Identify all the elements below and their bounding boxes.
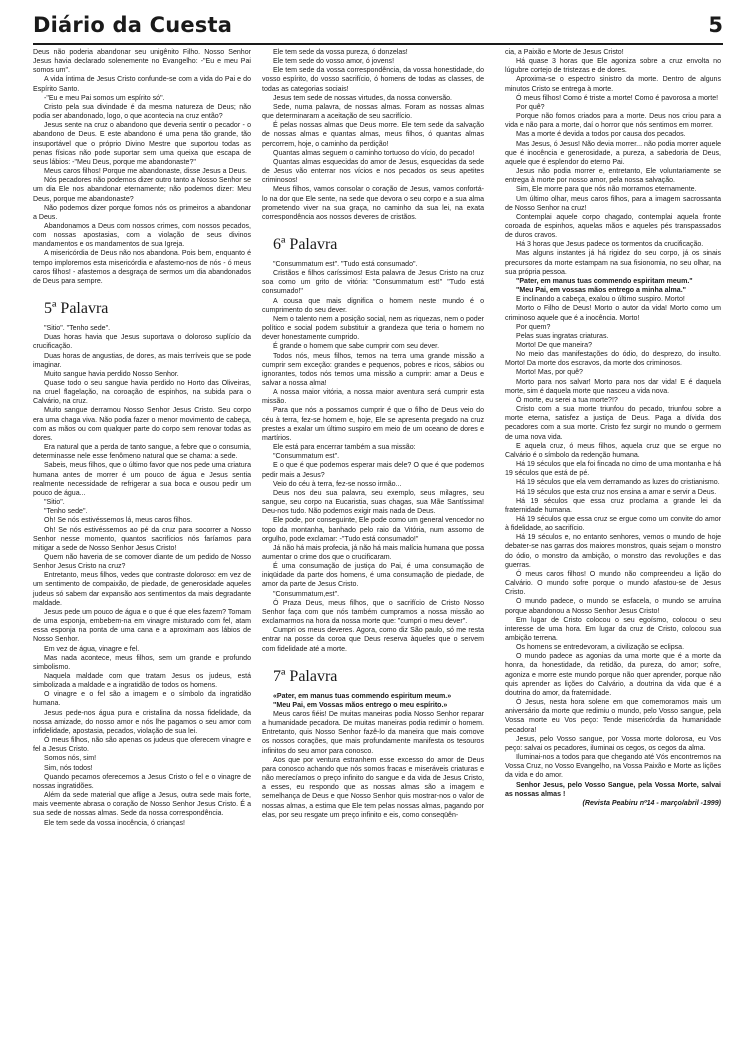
quote: "Sitio". — [44, 499, 65, 507]
page-header — [33, 12, 723, 42]
paragraph: Abandonamos a Deus com nossos crimes, com nossos pecados, com nossas apostasias, com a violação de seus divinos mandamentos e os mandamentos de sua Igreja. — [33, 222, 251, 249]
paragraph: Há 19 séculos que ela foi fincada no cimo de uma montanha e há 19 séculos que está de pé. — [505, 461, 721, 478]
paragraph: Oh! Se nós estivéssemos ao pé da cruz para socorrer a Nosso Senhor nesse momento, quantos sacrifícios nós faríamos para mitigar a sede de Nosso Senhor Jesus Cristo! — [33, 526, 251, 552]
paragraph: Veio do céu à terra, fez-se nosso irmão... — [273, 480, 402, 488]
paragraph: Deus não poderia abandonar seu unigênito Filho. Nosso Senhor Jesus havia declarado solenemente no Evangelho: -"Eu e meu Pai somos um". — [33, 49, 251, 75]
page-number: 5 — [708, 13, 723, 37]
paragraph: Mas a morte é devida a todos por causa dos pecados. — [516, 131, 686, 139]
paragraph: Cristo pela sua divindade é da mesma natureza de Deus; não podia ser abandonado, logo, o que acontecia na cruz então? — [33, 103, 251, 121]
section-heading: 6ª Palavra — [273, 235, 338, 253]
paragraph: Em vez de água, vinagre e fel. — [44, 645, 140, 653]
paragraph: A vida íntima de Jesus Cristo confunde-se com a vida do Pai e do Espírito Santo. — [33, 76, 251, 93]
paragraph: Ele tem sede da vossa inocência, ó crianças! — [44, 819, 186, 827]
paragraph: Muito sangue havia perdido Nosso Senhor. — [44, 370, 179, 378]
text-column-2 — [262, 48, 484, 820]
paragraph: Para que nós a possamos cumprir é que o filho de Deus veio do céu à terra, fez-se homem e, hoje, Ele se apresenta pregado na cruz prestes a exalar um último suspiro em meio de um oceano de dores e martírios. — [262, 407, 484, 442]
paragraph: E aquela cruz, ó meus filhos, aquela cruz que se ergue no Calvário é o símbolo da redenção humana. — [505, 442, 721, 459]
paragraph: Era natural que a perda de tanto sangue, a febre que o consumia, determinasse nele esse fenômeno natural que se chama: a sede. — [33, 444, 251, 461]
text-column-1 — [33, 48, 251, 828]
paragraph: Iluminai-nos a todos para que chegando até Vós encontremos na Vossa Cruz, no Vosso Evangelho, na Vossa Paixão e Morte as lições da vida e do amor. — [505, 754, 721, 780]
paragraph: Oh! Se nós estivéssemos lá, meus caros filhos. — [44, 517, 193, 525]
paragraph: Mas nada acontece, meus filhos, sem um grande e profundo simbolismo. — [33, 654, 251, 671]
quote: "Tenho sede". — [44, 508, 88, 516]
paragraph: Há 19 séculos que essa cruz proclama a grande lei da fraternidade humana. — [505, 497, 721, 514]
section-heading: 5ª Palavra — [44, 300, 109, 318]
paragraph: Duas horas de angustias, de dores, as mais terríveis que se pode imaginar. — [33, 352, 251, 369]
text-column-3 — [505, 48, 721, 808]
paragraph: Cristo com a sua morte triunfou do pecado, triunfou sobre a morte eterna, satisfez a justiça de Deus. Paga a dívida dos pecadores com a sua morte. Cristo fez surgir no mundo o germem de uma nova vida. — [505, 406, 721, 441]
paragraph: Ele pode, por conseguinte, Ele pode como um general vencedor no topo da montanha, banhado pelo raio da Vitória, num assomo de orgulho, pode exclamar: -"Tudo está consumado!" — [262, 517, 484, 543]
quote: "Consummatum est". — [273, 453, 340, 461]
paragraph: cia, a Paixão e Morte de Jesus Cristo! — [505, 49, 624, 56]
paragraph: Jesus, pelo Vosso sangue, por Vossa morte dolorosa, eu Vos peço: salvai os pecadores, iluminai os cegos, os cegos da alma. — [505, 735, 721, 752]
paragraph: Morto! De que maneira? — [516, 342, 592, 349]
paragraph: Os homens se entredevoram, a civilização se eclipsa. — [516, 644, 685, 652]
paragraph: Ele tem sede da vossa correspondência, da vossa honestidade, do vosso espírito, do vosso sacrifício, ó homens de todas as classes, de todas as categorias sociais! — [262, 67, 484, 93]
paragraph: É uma consumação de justiça do Pai, é uma consumação de iniqüidade da parte dos homens, é uma consumação de piedade, de amor da parte de Jesus Cristo. — [262, 563, 484, 589]
paragraph: A misericórdia de Deus não nos abandona. Pois bem, enquanto é tempo imploremos esta misericórdia e afastemo-nos de nós - ó meus caros filhos! - afastemos a desgraça de sermos um dia abandonados de Deus para sempre. — [33, 250, 251, 285]
paragraph: E inclinando a cabeça, exalou o último suspiro. Morto! — [516, 296, 685, 304]
paragraph: Ó morte, eu serei a tua morte?!? — [516, 396, 618, 404]
paragraph: Meus caros filhos! Porque me abandonaste, disse Jesus a Deus. — [44, 168, 247, 176]
paragraph: Contemplai aquele corpo chagado, contemplai aquela fronte coroada de espinhos, aquelas mãos e aqueles pés transpassados de duros cravos. — [505, 213, 721, 240]
paragraph: Mas alguns instantes já há rigidez do seu corpo, já os sinais precursores da morte estampam na sua fisionomia, no seu olhar, na sua própria pessoa. — [505, 250, 721, 276]
paragraph: Ele tem sede do vosso amor, ó jovens! — [273, 58, 395, 66]
paragraph: Há 19 séculos que essa cruz se ergue como um convite do amor à fidelidade, ao sacrifício. — [505, 515, 721, 533]
paragraph: Ele tem sede da vossa pureza, ó donzelas! — [273, 49, 408, 56]
paragraph: Porque não fomos criados para a morte. Deus nos criou para a vida e não para a morte, daí o horror que nós sentimos em morrer. — [505, 113, 721, 130]
paragraph: Sabeis, meus filhos, que o último favor que nos pede uma criatura humana antes de morrer é um pouco de água e Jesus sentia realmente necessidade de refrigerar a sua boca e ousou pedir um pouco de água... — [33, 462, 251, 497]
paragraph: Aos que por ventura estranhem esse excesso do amor de Deus para conosco achando que nós somos fracas e miseráveis criaturas e não merecíamos o preço infinito do sangue e da vida de Jesus Cristo, a esses, eu respondo que as nossas almas são a imagem e semelhança de Deus e que Nosso Senhor quis mostrar-nos o valor de nossas almas, a estima que Ele tem pelas nossas almas, pagando por elas, por seu resgate um preço infinito e eis, como conseqüên- — [262, 756, 484, 819]
paragraph: Mas Jesus, ó Jesus! Não devia morrer... não podia morrer aquele que é inocência e generosidade, a pureza, a sabedoria de Deus, aquele que é esplendor do eterno Pai. — [505, 140, 721, 166]
paragraph: Cumpri os meus deveres. Agora, como diz São paulo, só me resta entrar na posse da coroa que Deus reserva àqueles que o servem com fidelidade até a morte. — [262, 627, 484, 653]
paragraph: Ó meus filhos, não são apenas os judeus que oferecem vinagre e fel a Jesus Cristo. — [33, 737, 251, 754]
paragraph: Jesus pede-nos água pura e cristalina da nossa fidelidade, da nossa amizade, do nosso amor e nós lhe pagamos o seu amor com infidelidade, apostasia, pecados, violação de sua lei. — [33, 709, 251, 735]
paragraph: É pelas nossas almas que Deus morre. Ele tem sede da salvação de nossas almas e quantas almas, meus filhos, ó quantas almas percorrem, hoje, o caminho da perdição! — [262, 122, 484, 148]
paragraph: Há 3 horas que Jesus padece os tormentos da crucificação. — [516, 241, 704, 249]
paragraph: Meus caros fiéis! De muitas maneiras podia Nosso Senhor reparar a humanidade pecadora. De muitas maneiras podia redimir o homem. Entretanto, quis Nosso Senhor fazê-lo da maneira que mais comove os nossos corações, que mais profundamente manifesta os tesouros infinitos do seu amor para conosco. — [262, 711, 484, 755]
paragraph: Aproxima-se o espectro sinistro da morte. Dentro de alguns minutos Cristo se entrega à morte. — [505, 76, 721, 93]
paragraph: Quantas almas esquecidas do amor de Jesus, esquecidas da sede de Jesus vão enterrar nos vícios e nos pecados os seus apetites criminosos! — [262, 158, 484, 185]
paragraph: Ele está para encerrar também a sua missão: — [273, 444, 416, 452]
paragraph: Sede, numa palavra, de nossas almas. Foram as nossas almas que determinaram a aceitação de seu sacrifício. — [262, 103, 484, 121]
quote: "Sitio". "Tenho sede". — [44, 325, 111, 333]
paragraph: Além da sede material que aflige a Jesus, outra sede mais forte, mais veemente abrasa o coração de Nosso Senhor Jesus Cristo. É a sua sede de nossas almas. Sede da nossa correspondência. — [33, 792, 251, 818]
paragraph: Em lugar de Cristo colocou o seu egoísmo, colocou o seu interesse de uma hora. Em lugar da cruz de Cristo, colocou sua ambição terrena. — [505, 616, 721, 642]
quote: -"Eu e meu Pai somos um espírito só". — [44, 94, 165, 102]
paragraph: Todos nós, meus filhos, temos na terra uma grande missão a cumprir sem exceção: grandes e pequenos, pobres e ricos, sábios ou ignorantes, todos nós temos uma missão a cumprir: amar a Deus e salvar a nossa alma! — [262, 352, 484, 387]
quote: «Pater, em manus tuas commendo espiritum meum.» — [273, 692, 452, 700]
paragraph: Morto para nos salvar! Morto para nos dar vida! E é daquela morte, sim é daquela morte que nasceu a vida nova. — [505, 378, 721, 395]
newspaper-title: Diário da Cuesta — [33, 13, 233, 37]
paragraph: Jesus não podia morrer e, entretanto, Ele voluntariamente se entrega à morte por nosso amor, pela nossa salvação. — [505, 168, 721, 185]
paragraph: Há 19 séculos que esta cruz nos ensina a amar e servir a Deus. — [516, 488, 717, 496]
paragraph: Há quase 3 horas que Ele agoniza sobre a cruz envolta no lúgubre cortejo de tristezas e de dores. — [505, 58, 721, 75]
header-divider — [33, 43, 723, 45]
paragraph: O mundo padece, o mundo se esfacela, o mundo se arruína porque abandonou a Nosso Senhor Jesus Cristo! — [505, 598, 721, 615]
paragraph: Quase todo o seu sangue havia perdido no Horto das Oliveiras, na cruel flagelação, na coroação de espinhos, na subida para o Calvário, na cruz. — [33, 380, 251, 406]
quote: "Consummatum est". "Tudo está consumado". — [273, 260, 418, 268]
paragraph: Jesus pede um pouco de água e o que é que eles fazem? Tomam de uma esponja, embebem-na em vinagre misturado com fel, atam essa esponja na ponta de uma cana e a aproximam aos lábios de Nosso Senhor. — [33, 608, 251, 644]
paragraph: Nós pecadores não podemos dizer outro tanto a Nosso Senhor se um dia Ele nos abandonar eternamente; não podemos dizer: Meu Deus, porque me abandonaste? — [33, 177, 251, 203]
paragraph: Duas horas havia que Jesus suportava o doloroso suplício da crucificação. — [33, 334, 251, 351]
quote: "Meu Pai, em vossas mãos entrego a minha alma." — [516, 287, 686, 295]
paragraph: Não podemos dizer porque fomos nós os primeiros a abandonar a Deus. — [33, 204, 251, 221]
quote: "Pater, em manus tuas commendo espiritam meum." — [516, 277, 693, 285]
paragraph: Jesus tem sede de nossas virtudes, da nossa conversão. — [273, 94, 453, 102]
paragraph: Sim, Ele morre para que nós não morramos eternamente. — [516, 186, 697, 194]
paragraph: Somos nós, sim! — [44, 755, 97, 763]
paragraph: Quem não haveria de se comover diante de um pedido de Nosso Senhor Jesus Cristo na cruz? — [33, 553, 251, 571]
paragraph: Por quê? — [516, 103, 545, 111]
paragraph: E o que é que podemos esperar mais dele? O que é que podemos pedir mais a Jesus? — [262, 462, 484, 479]
paragraph: Muito sangue derramou Nosso Senhor Jesus Cristo. Seu corpo era uma chaga viva. Não podia fazer o menor movimento de cabeça, com as mãos ou com qualquer parte do corpo sem renovar todas as dores. — [33, 407, 251, 442]
paragraph: Cristãos e filhos caríssimos! Esta palavra de Jesus Cristo na cruz soa como um grito de vitória: "Consummatum est!" "Tudo está consumado!" — [262, 270, 484, 296]
paragraph: Naquela maldade com que tratam Jesus os judeus, está simbolizada a maldade e a ingratidão de todos os homens. — [33, 673, 251, 690]
paragraph: A cousa que mais dignifica o homem neste mundo é o cumprimento do seu dever. — [262, 297, 484, 314]
paragraph: Nem o talento nem a posição social, nem as riquezas, nem o poder político e social podem substituir a grandeza que teria o homem no dever honestamente cumprido. — [262, 315, 484, 342]
paragraph: Meus filhos, vamos consolar o coração de Jesus, vamos confortá-lo na dor que Ele sente, na sede que devora o seu corpo e a sua alma prometendo viver na sua graça, no caminho da sua lei, na exata correspondência aos nossos deveres de cristãos. — [262, 186, 484, 221]
paragraph: A nossa maior vitória, a nossa maior aventura será cumprir esta missão. — [262, 389, 484, 406]
paragraph: É grande o homem que sabe cumprir com seu dever. — [273, 343, 440, 351]
paragraph: Há 19 séculos que ela vem derramando as luzes do cristianismo. — [516, 479, 720, 487]
paragraph: Há 19 séculos e, no entanto senhores, vemos o mundo de hoje debater-se nas garras dos maiores monstros, quais sejam o monstro do ódio, o monstro da ambição, o monstro das revoluções e das guerras. — [505, 534, 721, 569]
paragraph: Deus nos deu sua palavra, seu exemplo, seus milagres, seu sangue, seu corpo na Eucaristia, suas chagas, sua Mãe Santíssima! Deu-nos tudo. Não podemos exigir mais nada de Deus. — [262, 489, 484, 516]
paragraph: Quantas almas seguem o caminho tortuoso do vício, do pecado! — [273, 149, 475, 157]
paragraph: Um último olhar, meus caros filhos, para a imagem sacrossanta de Nosso Senhor na cruz! — [505, 195, 721, 212]
quote: "Meu Pai, em Vossas mãos entrego o meu espírito.» — [273, 701, 448, 709]
paragraph: Ó meus caros filhos! O mundo não compreendeu a lição do Calvário. O mundo sofre porque o mundo afastou-se de Jesus Cristo. — [505, 570, 721, 597]
paragraph: Jesus sente na cruz o abandono que deveria sentir o pecador - o abandono de Deus. E este abandono é uma pena tão grande, tão insuportável que o próprio Divino Mestre que suportou todas as penas físicas não pode suportar sem uma queixa que escapa de seus lábios: -"Meu Deus, porque me abandonaste?" — [33, 122, 251, 166]
paragraph: Ó meus filhos! Como é triste a morte! Como é pavorosa a morte! — [516, 94, 719, 102]
paragraph: Sim, nós todos! — [44, 764, 93, 772]
paragraph: Ó Prazа Deus, meus filhos, que o sacrifício de Cristo Nosso Senhor faça com que nós também cumpramos a nossa missão ao exclamarmos na hora da nossa morte que: "cumpri o meu dever". — [262, 599, 484, 626]
paragraph: Morto! Mas, por quê? — [516, 369, 583, 377]
closing-prayer: Senhor Jesus, pelo Vosso Sangue, pela Vossa Morte, salvai as nossas almas ! — [505, 781, 721, 798]
paragraph: Quando pecamos oferecemos a Jesus Cristo o fel e o vinagre de nossas ingratidões. — [33, 773, 251, 790]
paragraph: Já não há mais profecia, já não há mais malícia humana que possa aumentar o crime dos que o crucificaram. — [262, 544, 484, 561]
paragraph: O mundo padece as agonias da uma morte que é a morte da honra, da honestidade, da retidão, da pureza, do amor; sofre, agoniza e morre este mundo porque não quer aprender, porque não quis aprender as lições do Calvário, a doutrina da vida que é a doutrina do amor, da fraternidade. — [505, 653, 721, 697]
paragraph: Por quem? — [516, 323, 551, 331]
paragraph: Morto o Filho de Deus! Morto o autor da vida! Morto como um criminoso aquele que é a inocência. Morto! — [505, 305, 721, 322]
paragraph: Entretanto, meus filhos, vedes que contraste doloroso: em vez de um sentimento de compaixão, de piedade, de generosidade aqueles judeus só sabem dar expansão aos sentimentos da mais degradante maldade. — [33, 572, 251, 607]
paragraph: Ó Jesus, nesta hora solene em que comemoramos mais um aniversário da morte que redimiu o mundo, pelo Vosso sangue, pela Vossa morte eu Vos peço: Tende misericórdia da humanidade pecadora! — [505, 699, 721, 734]
section-heading: 7ª Palavra — [273, 667, 338, 685]
paragraph: No meio das manifestações do ódio, do desprezo, do insulto. Morto! Da morte dos escravos, da morte dos criminosos. — [505, 351, 721, 368]
paragraph: Pelas suas ingratas criaturas. — [516, 332, 609, 340]
paragraph: O vinagre e o fel são a imagem e o símbolo da ingratidão humana. — [33, 691, 251, 708]
quote: "Consummatum,est". — [273, 590, 340, 598]
source-citation: (Revista Peabiru nº14 - março/abril -1999) — [582, 799, 721, 807]
